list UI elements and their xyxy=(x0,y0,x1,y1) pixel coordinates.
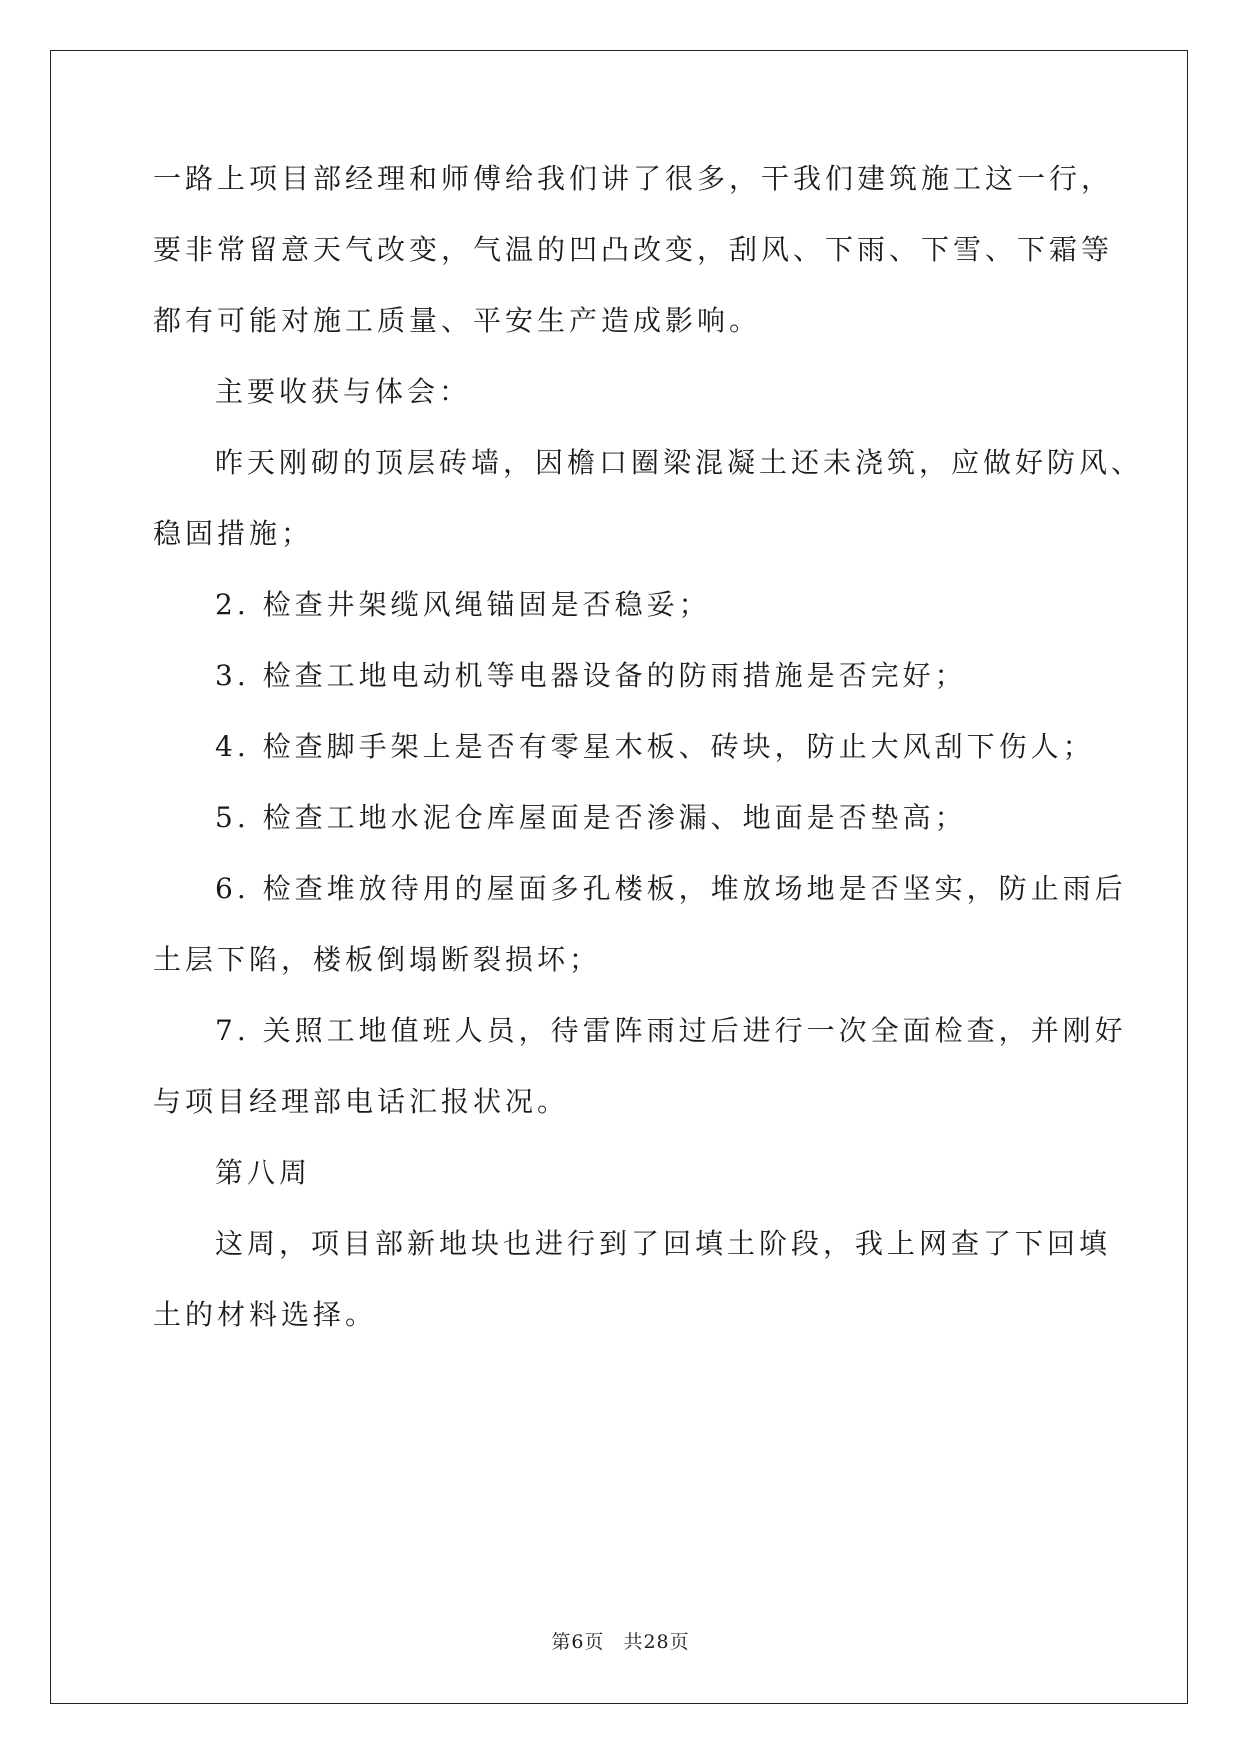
list-item: 2. 检查井架缆风绳锚固是否稳妥； xyxy=(215,588,711,621)
paragraph-line: 昨天刚砌的顶层砖墙，因檐口圈梁混凝土还未浇筑，应做好防风、 xyxy=(215,446,1144,479)
list-item: 5. 检查工地水泥仓库屋面是否渗漏、地面是否垫高； xyxy=(215,801,967,834)
page-total: 共28页 xyxy=(623,1631,690,1653)
list-item: 3. 检查工地电动机等电器设备的防雨措施是否完好； xyxy=(215,659,967,692)
list-item-continuation: 土层下陷，楼板倒塌断裂损坏； xyxy=(153,943,602,976)
paragraph-line: 这周，项目部新地块也进行到了回填土阶段，我上网查了下回填 xyxy=(215,1227,1112,1260)
list-item: 4. 检查脚手架上是否有零星木板、砖块，防止大风刮下伤人； xyxy=(215,730,1095,763)
section-heading: 主要收获与体会： xyxy=(215,375,472,408)
paragraph-line: 一路上项目部经理和师傅给我们讲了很多，干我们建筑施工这一行， xyxy=(153,162,1114,195)
list-item-continuation: 与项目经理部电话汇报状况。 xyxy=(153,1085,570,1118)
list-item: 7. 关照工地值班人员，待雷阵雨过后进行一次全面检查，并刚好 xyxy=(215,1014,1127,1047)
list-item: 6. 检查堆放待用的屋面多孔楼板，堆放场地是否坚实，防止雨后 xyxy=(215,872,1127,905)
paragraph-line: 要非常留意天气改变，气温的凹凸改变，刮风、下雨、下雪、下霜等 xyxy=(153,233,1114,266)
paragraph-line: 稳固措施； xyxy=(153,517,314,550)
section-heading: 第八周 xyxy=(215,1156,312,1189)
page-number: 第6页 xyxy=(551,1631,605,1653)
paragraph-line: 都有可能对施工质量、平安生产造成影响。 xyxy=(153,304,762,337)
paragraph-line: 土的材料选择。 xyxy=(153,1298,378,1331)
page-footer xyxy=(0,1627,1241,1654)
